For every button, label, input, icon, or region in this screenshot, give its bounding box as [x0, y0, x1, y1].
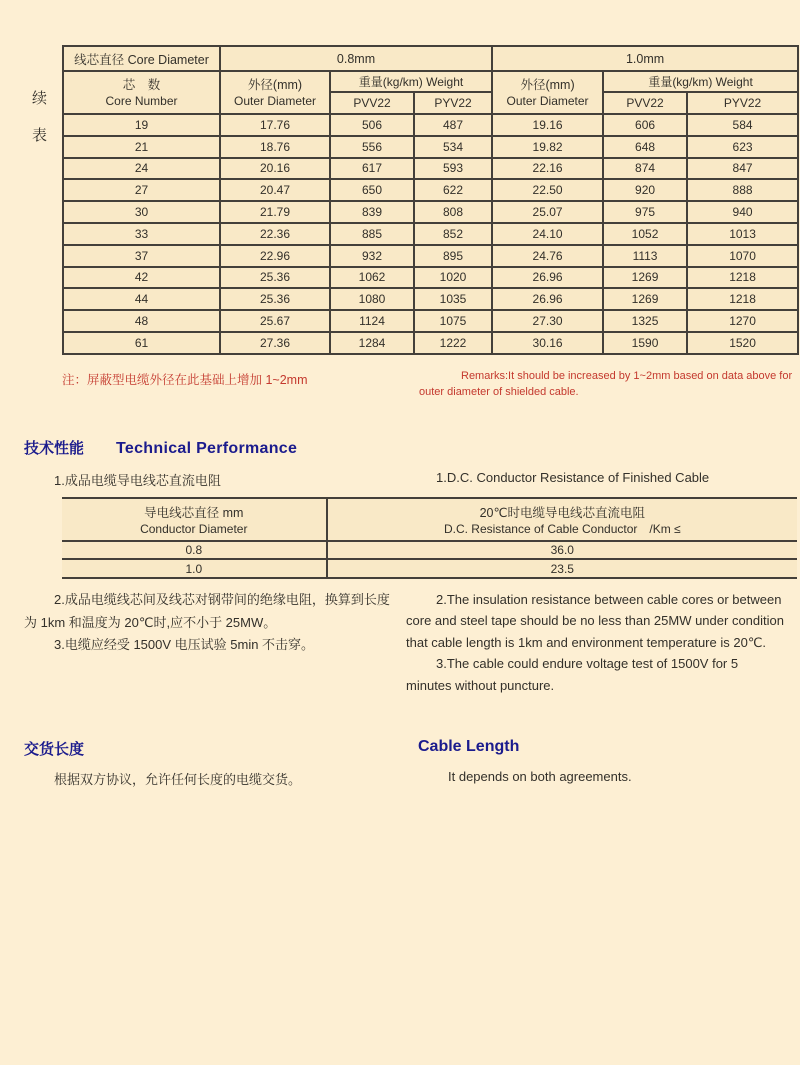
table-cell: 839: [330, 201, 414, 223]
table-cell: 24: [63, 158, 220, 180]
header-outer-diameter-10: [492, 71, 603, 114]
table-row: [63, 136, 798, 158]
header-pvv22-10: PVV22: [603, 92, 687, 114]
table-row: [63, 114, 798, 136]
table-cell: 25.36: [220, 267, 330, 289]
table-cell: 1270: [687, 310, 798, 332]
dc-resistance-intro-en: 1.D.C. Conductor Resistance of Finished Cable: [436, 469, 710, 485]
table-cell: 940: [687, 201, 798, 223]
table-cell: 1218: [687, 267, 798, 289]
table-cell: 42: [63, 267, 220, 289]
continued-char-top: 续: [32, 90, 48, 107]
remark-chinese: 注：屏蔽型电缆外径在此基础上增加 1~2mm: [62, 372, 308, 387]
table-cell: 852: [414, 223, 492, 245]
table-cell: 19: [63, 114, 220, 136]
table-cell: 22.96: [220, 245, 330, 267]
header-pyv22-10: PYV22: [687, 92, 798, 114]
table-cell: 25.67: [220, 310, 330, 332]
cable-length-text-row: [24, 769, 800, 788]
table-cell: 24.10: [492, 223, 603, 245]
table-cell: 895: [414, 245, 492, 267]
dc-resistance-intro-row: [24, 470, 784, 489]
table-cell: 18.76: [220, 136, 330, 158]
table-cell: 1013: [687, 223, 798, 245]
table-cell: 1020: [414, 267, 492, 289]
insulation-resistance-en: 2.The insulation resistance between cable cores or between core and steel tape should be no less than 25MW under condition that cable length is 1km and environment temperature is 20℃.: [406, 591, 784, 650]
table-cell: 1052: [603, 223, 687, 245]
table-cell: 622: [414, 179, 492, 201]
voltage-test-en: 3.The cable could endure voltage test of 1500V for 5 minutes without puncture.: [406, 656, 739, 693]
table-cell: 61: [63, 332, 220, 354]
table-cell: 26.96: [492, 267, 603, 289]
table-cell: 1.0: [62, 559, 327, 578]
table-cell: 44: [63, 288, 220, 310]
table-cell: 1590: [603, 332, 687, 354]
table-row: [63, 158, 798, 180]
table-cell: 19.82: [492, 136, 603, 158]
table-cell: 21.79: [220, 201, 330, 223]
table-cell: 25.36: [220, 288, 330, 310]
cable-length-text-zh: 根据双方协议，允许任何长度的电缆交货。: [54, 771, 302, 787]
table-cell: 22.50: [492, 179, 603, 201]
header-outer-diameter-08-en: Outer Diameter: [233, 93, 317, 108]
table-row: [63, 201, 798, 223]
table-cell: 1269: [603, 288, 687, 310]
insulation-resistance-zh: 2.成品电缆线芯间及线芯对钢带间的绝缘电阻，换算到长度为 1km 和温度为 20℃时,应不小于 25MW。: [24, 591, 390, 630]
header-core-diameter: 线芯直径 Core Diameter: [63, 46, 220, 71]
table-cell: 37: [63, 245, 220, 267]
table-cell: 885: [330, 223, 414, 245]
table-cell: 36.0: [327, 541, 797, 560]
table-cell: 30: [63, 201, 220, 223]
table-row: [62, 559, 797, 578]
technical-heading-en: Technical Performance: [116, 439, 298, 457]
continued-char-bottom: 表: [32, 127, 48, 144]
header-outer-diameter-08-zh: 外径(mm): [247, 77, 303, 92]
table-cell: 847: [687, 158, 798, 180]
header-pyv22-08: PYV22: [414, 92, 492, 114]
voltage-test-zh: 3.电缆应经受 1500V 电压试验 5min 不击穿。: [54, 637, 315, 653]
technical-paragraphs: [24, 589, 784, 696]
table-row: [63, 267, 798, 289]
header-core-number: [63, 71, 220, 114]
cable-length-heading-zh: 交货长度: [24, 740, 85, 758]
table-cell: 617: [330, 158, 414, 180]
dc-resistance-intro-zh: 1.成品电缆导电线芯直流电阻: [54, 472, 221, 488]
header-outer-diameter-08: [220, 71, 330, 114]
technical-paragraphs-en: [406, 589, 784, 696]
header-weight-08: 重量(kg/km) Weight: [330, 71, 492, 92]
dc-resistance-table: [62, 497, 797, 579]
table-cell: 606: [603, 114, 687, 136]
table-cell: 1113: [603, 245, 687, 267]
table-cell: 1124: [330, 310, 414, 332]
table-cell: 534: [414, 136, 492, 158]
table-cell: 888: [687, 179, 798, 201]
table-cell: 17.76: [220, 114, 330, 136]
technical-performance-heading: [24, 437, 800, 458]
resistance-header-value-en: D.C. Resistance of Cable Conductor /Km ≤: [443, 522, 681, 537]
table-cell: 1222: [414, 332, 492, 354]
table-row: [63, 179, 798, 201]
table-row: [63, 223, 798, 245]
header-pvv22-08: PVV22: [330, 92, 414, 114]
table-cell: 24.76: [492, 245, 603, 267]
table-cell: 27: [63, 179, 220, 201]
table-cell: 48: [63, 310, 220, 332]
table-cell: 487: [414, 114, 492, 136]
table-cell: 0.8: [62, 541, 327, 560]
technical-heading-zh: 技术性能: [24, 439, 85, 457]
table-row: [63, 332, 798, 354]
header-weight-10: 重量(kg/km) Weight: [603, 71, 798, 92]
header-outer-diameter-10-en: Outer Diameter: [506, 93, 589, 108]
table-cell: 650: [330, 179, 414, 201]
table-cell: 25.07: [492, 201, 603, 223]
table-cell: 21: [63, 136, 220, 158]
cable-length-text-en: It depends on both agreements.: [448, 768, 632, 784]
cable-length-heading: [24, 738, 800, 759]
table-cell: 648: [603, 136, 687, 158]
table-cell: 1070: [687, 245, 798, 267]
table-row: [62, 541, 797, 560]
resistance-header-diameter-en: Conductor Diameter: [140, 522, 248, 537]
table-cell: 27.36: [220, 332, 330, 354]
table-cell: 23.5: [327, 559, 797, 578]
table-cell: 1080: [330, 288, 414, 310]
table-cell: 27.30: [492, 310, 603, 332]
table-cell: 623: [687, 136, 798, 158]
table-cell: 30.16: [492, 332, 603, 354]
table-cell: 556: [330, 136, 414, 158]
table-row: [63, 288, 798, 310]
resistance-header-diameter: [62, 498, 327, 541]
table-cell: 808: [414, 201, 492, 223]
table-cell: 1218: [687, 288, 798, 310]
table-cell: 22.16: [492, 158, 603, 180]
resistance-header-diameter-zh: 导电线芯直径 mm: [144, 505, 244, 520]
cable-length-heading-en: Cable Length: [418, 737, 520, 755]
technical-paragraphs-zh: [24, 589, 398, 696]
table-cell: 1284: [330, 332, 414, 354]
core-diameter-table: [62, 45, 799, 355]
table-cell: 920: [603, 179, 687, 201]
table-cell: 932: [330, 245, 414, 267]
table-cell: 593: [414, 158, 492, 180]
header-core-number-en: Core Number: [105, 93, 178, 108]
header-size-1-0mm: 1.0mm: [492, 46, 798, 71]
table-cell: 874: [603, 158, 687, 180]
header-size-0-8mm: 0.8mm: [220, 46, 492, 71]
table-row: [63, 245, 798, 267]
table-row: [63, 310, 798, 332]
resistance-header-value-zh: 20℃时电缆导电线芯直流电阻: [479, 505, 646, 520]
header-outer-diameter-10-zh: 外径(mm): [520, 77, 575, 92]
continued-table-label: [32, 87, 47, 145]
table-cell: 975: [603, 201, 687, 223]
table-cell: 1035: [414, 288, 492, 310]
core-table-body: [63, 114, 798, 354]
header-core-number-zh: 芯 数: [122, 77, 161, 92]
table-cell: 584: [687, 114, 798, 136]
resistance-header-value: [327, 498, 797, 541]
table-cell: 20.47: [220, 179, 330, 201]
table-cell: 1269: [603, 267, 687, 289]
table-cell: 19.16: [492, 114, 603, 136]
table-cell: 20.16: [220, 158, 330, 180]
table-cell: 1062: [330, 267, 414, 289]
resistance-table-header: [62, 498, 797, 541]
table-cell: 506: [330, 114, 414, 136]
remark-english: Remarks:It should be increased by 1~2mm based on data above for outer diameter of shielded cable.: [419, 369, 793, 399]
table-cell: 1075: [414, 310, 492, 332]
table-cell: 1325: [603, 310, 687, 332]
catalog-page: [0, 45, 800, 1065]
resistance-table-body: [62, 541, 797, 578]
table-cell: 22.36: [220, 223, 330, 245]
table-cell: 1520: [687, 332, 798, 354]
core-table-header: [63, 46, 798, 114]
table-cell: 26.96: [492, 288, 603, 310]
remarks-row: [62, 368, 797, 401]
table-cell: 33: [63, 223, 220, 245]
